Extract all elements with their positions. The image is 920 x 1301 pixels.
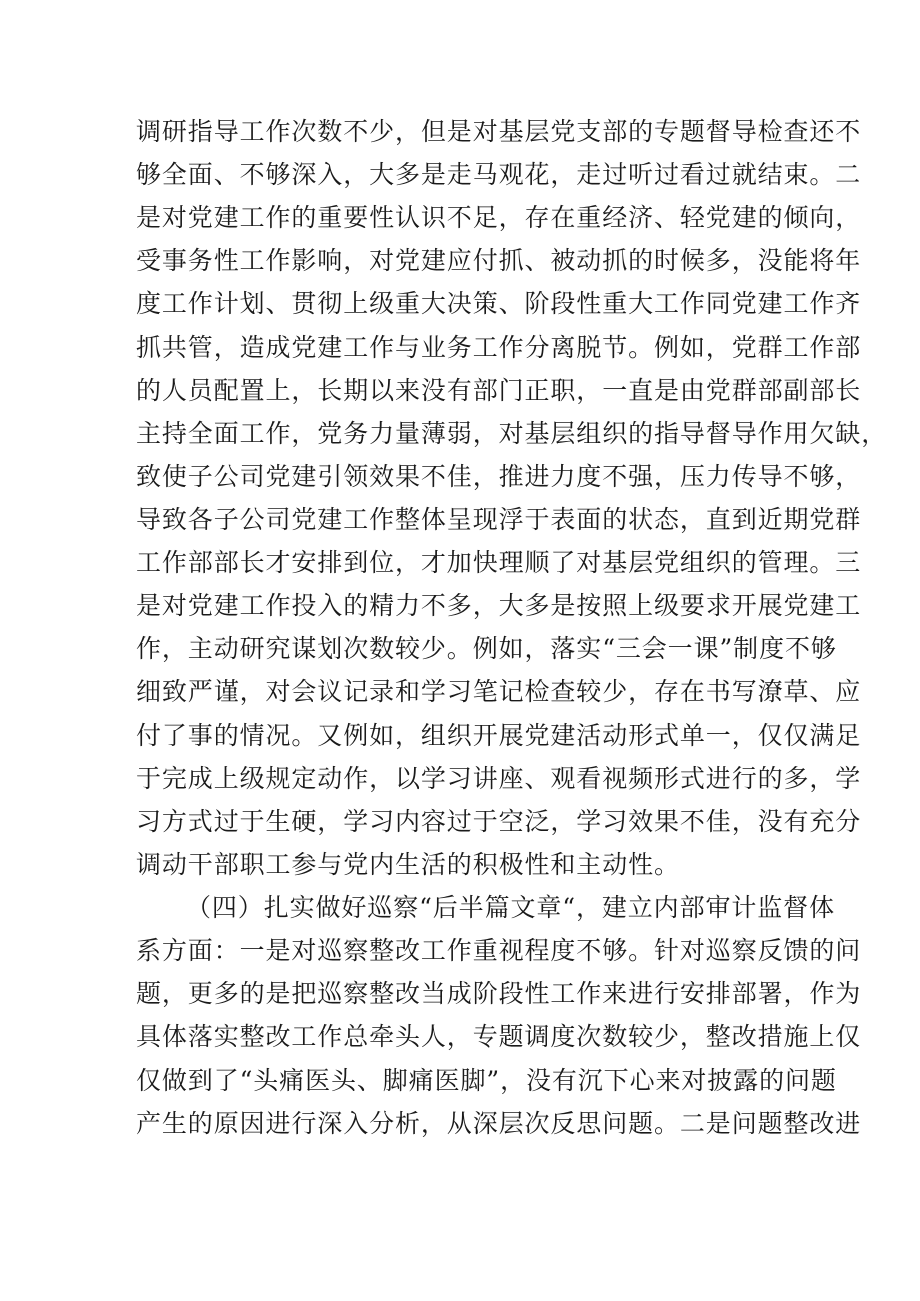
- text-line: 工作部部长才安排到位，才加快理顺了对基层党组织的管理。三: [136, 548, 862, 577]
- text-line: 付了事的情况。又例如，组织开展党建活动形式单一，仅仅满足: [136, 721, 862, 750]
- text-line: 产生的原因进行深入分析，从深层次反思问题。二是问题整改进: [136, 1109, 862, 1138]
- text-line: 作，主动研究谋划次数较少。例如，落实“三会一课”制度不够: [136, 634, 837, 663]
- text-line: 抓共管，造成党建工作与业务工作分离脱节。例如，党群工作部: [136, 333, 862, 362]
- text-line: 的人员配置上，长期以来没有部门正职，一直是由党群部副部长: [136, 376, 862, 405]
- text-line: 调动干部职工参与党内生活的积极性和主动性。: [136, 850, 680, 879]
- text-line: 导致各子公司党建工作整体呈现浮于表面的状态，直到近期党群: [136, 505, 862, 534]
- text-line: 是对党建工作投入的精力不多，大多是按照上级要求开展党建工: [136, 591, 862, 620]
- text-line: 致使子公司党建引领效果不佳，推进力度不强，压力传导不够，: [136, 462, 862, 491]
- text-line: 度工作计划、贯彻上级重大决策、阶段性重大工作同党建工作齐: [136, 289, 862, 318]
- text-line: 系方面：一是对巡察整改工作重视程度不够。针对巡察反馈的问: [136, 936, 862, 965]
- text-line: 受事务性工作影响，对党建应付抓、被动抓的时候多，没能将年: [136, 246, 862, 275]
- text-line: 仅做到了“头痛医头、脚痛医脚”，没有沉下心来对披露的问题: [136, 1066, 837, 1095]
- text-line: 习方式过于生硬，学习内容过于空泛，学习效果不佳，没有充分: [136, 807, 862, 836]
- text-line: 主持全面工作，党务力量薄弱，对基层组织的指导督导作用欠缺，: [136, 419, 888, 448]
- text-line: 题，更多的是把巡察整改当成阶段性工作来进行安排部署，作为: [136, 979, 862, 1008]
- text-line: 具体落实整改工作总牵头人，专题调度次数较少，整改措施上仅: [136, 1022, 862, 1051]
- text-line: 于完成上级规定动作，以学习讲座、观看视频形式进行的多，学: [136, 764, 862, 793]
- text-line: 够全面、不够深入，大多是走马观花，走过听过看过就结束。二: [136, 160, 862, 189]
- paragraph-heading-line: （四）扎实做好巡察“后半篇文章“，建立内部审计监督体: [186, 893, 835, 922]
- text-line: 细致严谨，对会议记录和学习笔记检查较少，存在书写潦草、应: [136, 677, 862, 706]
- text-line: 调研指导工作次数不少，但是对基层党支部的专题督导检查还不: [136, 117, 862, 146]
- text-line: 是对党建工作的重要性认识不足，存在重经济、轻党建的倾向，: [136, 203, 862, 232]
